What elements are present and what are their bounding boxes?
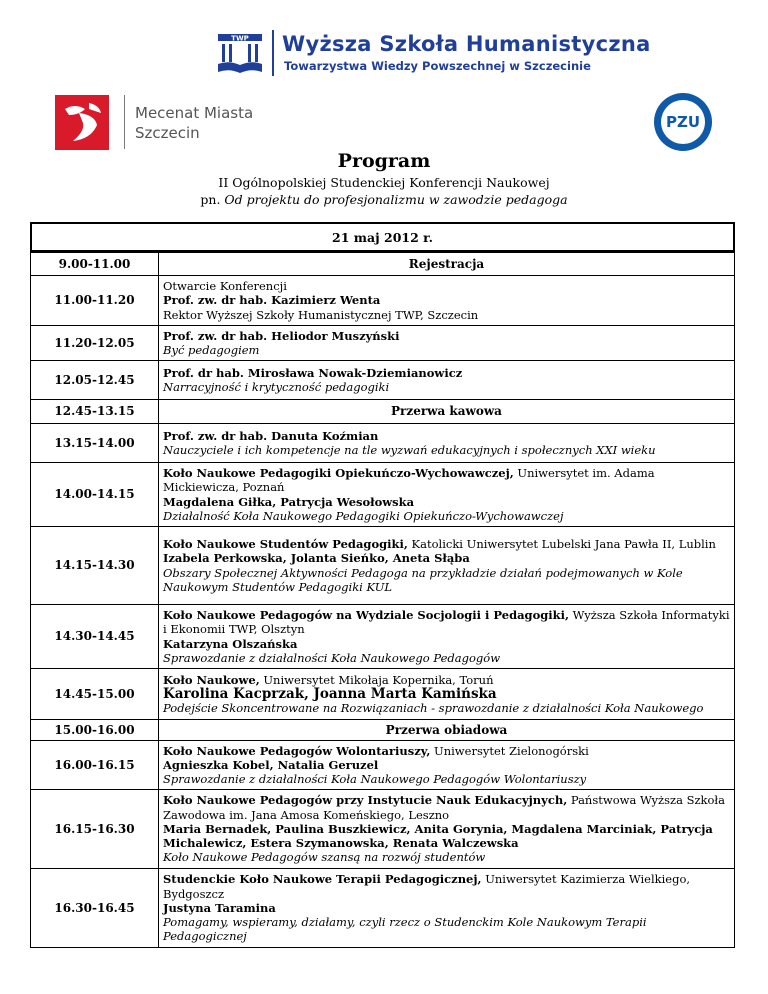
mecenat-logo bbox=[55, 95, 275, 155]
subtitle-italic: Od projektu do profesjonalizmu w zawodzie pedagoga bbox=[224, 192, 568, 207]
row-time: 14.45-15.00 bbox=[31, 669, 159, 720]
row-line: Rektor Wyższej Szkoły Humanistycznej TWP, Szczecin bbox=[163, 307, 479, 322]
svg-text:TWP: TWP bbox=[231, 34, 249, 43]
row-topic: Koło Naukowe Pedagogów szansą na rozwój studentów bbox=[163, 850, 486, 865]
row-speaker: Maria Bernadek, Paulina Buszkiewicz, Anita Gorynia, Magdalena Marciniak, Patrycja Michalewicz, Estera Szymanowska, Renata Walczewska bbox=[163, 821, 713, 851]
row-time: 15.00-16.00 bbox=[31, 720, 159, 741]
table-row bbox=[31, 424, 735, 463]
mecenat-text bbox=[135, 103, 253, 143]
row-content bbox=[159, 669, 735, 720]
row-topic: Sprawozdanie z działalności Koła Naukowego Pedagogów bbox=[163, 650, 501, 665]
row-topic: Nauczyciele i ich kompetencje na tle wyzwań edukacyjnych i społecznych XXI wieku bbox=[163, 443, 656, 457]
row-topic: Sprawozdanie z działalności Koła Naukowego Pedagogów Wolontariuszy bbox=[163, 772, 587, 787]
page-title: Program bbox=[337, 150, 431, 172]
row-topic: Narracyjność i krytyczność pedagogiki bbox=[163, 380, 390, 394]
school-logo bbox=[214, 30, 651, 80]
row-org-place: Uniwersytet Mikołaja Kopernika, Toruń bbox=[259, 672, 494, 687]
row-time: 11.00-11.20 bbox=[31, 276, 159, 326]
row-org-place: Uniwersytet Kazimierza Wielkiego, Bydgoszcz bbox=[163, 872, 691, 901]
row-speaker: Katarzyna Olszańska bbox=[163, 636, 298, 651]
row-org-name: Koło Naukowe Studentów Pedagogiki, bbox=[163, 536, 408, 551]
row-org bbox=[163, 793, 725, 821]
row-org-place: Katolicki Uniwersytet Lubelski Jana Pawła II, Lublin bbox=[407, 536, 716, 551]
row-topic: Obszary Społecznej Aktywności Pedagoga na przykładzie działań podejmowanych w Kole Naukowym Studentów Pedagogiki KUL bbox=[163, 565, 683, 594]
row-time: 14.00-14.15 bbox=[31, 463, 159, 527]
row-org-name: Studenckie Koło Naukowe Terapii Pedagogicznej, bbox=[163, 872, 482, 887]
school-name: Wyższa Szkoła Humanistyczna bbox=[282, 32, 651, 56]
row-content bbox=[159, 741, 735, 790]
row-speaker: Prof. dr hab. Mirosława Nowak-Dziemianowicz bbox=[163, 365, 463, 380]
row-org-place: Wyższa Szkoła Informatyki i Ekonomii TWP, Olsztyn bbox=[163, 607, 730, 637]
row-topic: Być pedagogiem bbox=[163, 343, 260, 357]
table-row bbox=[31, 720, 735, 741]
subtitle-line1: II Ogólnopolskiej Studenckiej Konferencji Naukowej bbox=[218, 175, 550, 190]
date-header: 21 maj 2012 r. bbox=[30, 222, 735, 252]
row-content bbox=[159, 869, 735, 948]
school-subtitle: Towarzystwa Wiedzy Powszechnej w Szczecinie bbox=[284, 59, 591, 73]
table-row bbox=[31, 463, 735, 527]
row-session: Rejestracja bbox=[159, 253, 735, 276]
row-content bbox=[159, 605, 735, 669]
row-time: 9.00-11.00 bbox=[31, 253, 159, 276]
row-speaker: Agnieszka Kobel, Natalia Geruzel bbox=[163, 757, 379, 772]
row-org-place: Uniwersytet im. Adama Mickiewicza, Poznań bbox=[163, 465, 655, 495]
row-org bbox=[163, 673, 494, 687]
row-content bbox=[159, 326, 735, 361]
mecenat-divider bbox=[124, 95, 125, 149]
row-time: 14.15-14.30 bbox=[31, 527, 159, 605]
row-speaker: Izabela Perkowska, Jolanta Sieńko, Aneta Słąba bbox=[163, 551, 470, 566]
row-time: 13.15-14.00 bbox=[31, 424, 159, 463]
szczecin-emblem-icon bbox=[55, 95, 109, 150]
row-time: 16.30-16.45 bbox=[31, 869, 159, 948]
row-org bbox=[163, 744, 589, 758]
row-speaker: Prof. zw. dr hab. Heliodor Muszyński bbox=[163, 328, 400, 343]
row-org-name: Koło Naukowe Pedagogiki Opiekuńczo-Wychowawczej, bbox=[163, 465, 514, 480]
row-org bbox=[163, 872, 690, 900]
subtitle-prefix: pn. bbox=[200, 192, 221, 207]
row-org-place: Uniwersytet Zielonogórski bbox=[430, 743, 589, 758]
table-row bbox=[31, 741, 735, 790]
row-time: 11.20-12.05 bbox=[31, 326, 159, 361]
table-row bbox=[31, 276, 735, 326]
row-content bbox=[159, 424, 735, 463]
row-org bbox=[163, 537, 716, 551]
twp-book-logo-icon bbox=[214, 32, 266, 76]
row-org bbox=[163, 608, 730, 636]
row-org-name: Koło Naukowe Pedagogów Wolontariuszy, bbox=[163, 743, 431, 758]
row-org-name: Koło Naukowe, bbox=[163, 672, 260, 687]
logo-divider bbox=[272, 30, 274, 76]
row-time: 12.45-13.15 bbox=[31, 400, 159, 424]
row-topic: Podejście Skoncentrowane na Rozwiązaniach - sprawozdanie z działalności Koła Naukowego bbox=[163, 701, 704, 716]
subtitle-line2 bbox=[0, 192, 768, 207]
row-speaker: Justyna Taramina bbox=[163, 900, 276, 915]
program-table bbox=[30, 252, 735, 948]
row-time: 12.05-12.45 bbox=[31, 361, 159, 400]
row-content bbox=[159, 790, 735, 869]
pzu-logo-text: PZU bbox=[661, 100, 705, 144]
row-time: 14.30-14.45 bbox=[31, 605, 159, 669]
row-speaker: Prof. zw. dr hab. Danuta Koźmian bbox=[163, 428, 379, 443]
row-org bbox=[163, 466, 655, 494]
row-line: Otwarcie Konferencji bbox=[163, 279, 287, 294]
table-row bbox=[31, 326, 735, 361]
pzu-logo bbox=[654, 93, 712, 151]
row-org-name: Koło Naukowe Pedagogów przy Instytucie Nauk Edukacyjnych, bbox=[163, 793, 568, 808]
row-time: 16.00-16.15 bbox=[31, 741, 159, 790]
table-row bbox=[31, 400, 735, 424]
row-content bbox=[159, 463, 735, 527]
row-topic: Działalność Koła Naukowego Pedagogiki Opiekuńczo-Wychowawczej bbox=[163, 508, 564, 523]
row-session: Przerwa kawowa bbox=[159, 400, 735, 424]
row-speaker: Prof. zw. dr hab. Kazimierz Wenta bbox=[163, 293, 381, 308]
row-content bbox=[159, 276, 735, 326]
row-org-place: Państwowa Wyższa Szkoła Zawodowa im. Jana Amosa Komeńskiego, Leszno bbox=[163, 793, 725, 822]
table-row bbox=[31, 361, 735, 400]
table-row bbox=[31, 253, 735, 276]
row-content bbox=[159, 527, 735, 605]
row-time: 16.15-16.30 bbox=[31, 790, 159, 869]
table-row bbox=[31, 790, 735, 869]
row-org-name: Koło Naukowe Pedagogów na Wydziale Socjologii i Pedagogiki, bbox=[163, 607, 570, 622]
row-content bbox=[159, 361, 735, 400]
mecenat-line2: Szczecin bbox=[135, 124, 200, 142]
row-speaker: Karolina Kacprzak, Joanna Marta Kamińska bbox=[163, 685, 497, 702]
table-row bbox=[31, 869, 735, 948]
row-speaker: Magdalena Giłka, Patrycja Wesołowska bbox=[163, 494, 415, 509]
mecenat-line1: Mecenat Miasta bbox=[135, 104, 254, 122]
row-topic: Pomagamy, wspieramy, działamy, czyli rzecz o Studenckim Kole Naukowym Terapii Pedagogicznej bbox=[163, 915, 647, 944]
row-session: Przerwa obiadowa bbox=[159, 720, 735, 741]
table-row bbox=[31, 605, 735, 669]
table-row bbox=[31, 669, 735, 720]
table-row bbox=[31, 527, 735, 605]
